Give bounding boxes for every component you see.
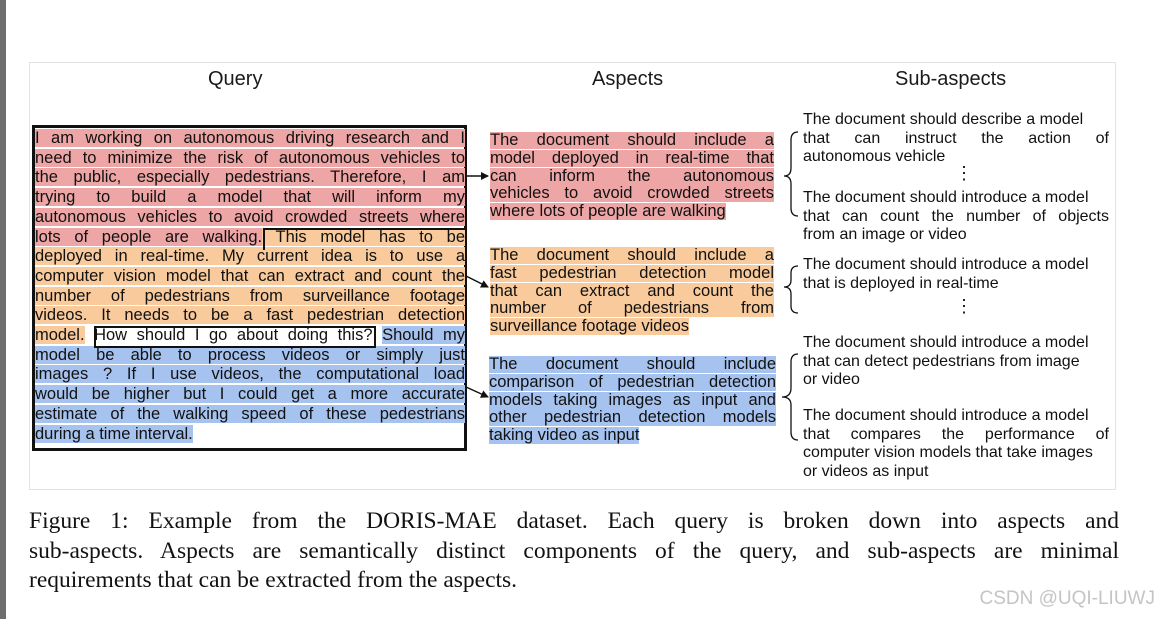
aspect-3-line: models taking images as input and — [489, 391, 776, 409]
sub-aspect-line: that compares the performance of — [803, 425, 1109, 443]
query-line — [35, 168, 465, 188]
query-line — [35, 129, 465, 149]
caption-line: requirements that can be extracted from the aspects. — [29, 567, 518, 593]
query-question-text: How should I go about doing this? — [84, 326, 383, 344]
query-segment-pink: trying to build a model that will inform my — [35, 188, 465, 207]
query-line — [35, 208, 465, 228]
query-line — [35, 267, 465, 287]
sub-aspect-line: or video — [803, 371, 860, 388]
sub-aspects-header: Sub-aspects — [895, 68, 1007, 90]
aspect-1 — [490, 132, 774, 221]
query-segment-blue: would be higher but I could get a more accurate — [35, 385, 465, 404]
query-segment-pink: the public, especially pedestrians. Therefore, I am — [35, 168, 465, 187]
aspect-2-line: number of pedestrians from — [490, 300, 774, 318]
sub-aspect-line: that can count the number of objects — [803, 207, 1109, 225]
aspect-1-line: where lots of people are walking — [490, 203, 726, 221]
sub-aspect-line: or videos as input — [803, 462, 929, 480]
aspect-2-line: fast pedestrian detection model — [490, 264, 774, 282]
sub-aspect-line: computer vision models that take images — [803, 444, 1093, 461]
query-line — [35, 405, 465, 425]
aspect-3 — [489, 356, 776, 445]
query-line — [35, 425, 465, 445]
aspect-3-line: taking video as input — [489, 427, 640, 445]
query-line — [35, 346, 465, 366]
aspects-header: Aspects — [592, 68, 664, 90]
aspect-3-line: other pedestrian detection models — [489, 409, 776, 427]
query-segment-pink: I am working on autonomous driving research and I — [35, 129, 465, 147]
query-line — [35, 247, 465, 267]
sub-aspect-line: autonomous vehicle — [803, 148, 946, 165]
query-segment-blue: Should my — [382, 326, 465, 344]
ellipsis-vertical-icon: ⋮ — [955, 163, 973, 183]
query-header: Query — [208, 68, 263, 90]
query-segment-orange: deployed in real-time. My current idea is to use a — [35, 247, 465, 266]
sub-aspect-3 — [803, 256, 1109, 293]
sub-aspect-line: The document should introduce a model — [803, 189, 1089, 206]
caption-line: sub-aspects. Aspects are semantically distinct components of the query, and sub-aspects are minimal — [29, 537, 1119, 564]
aspect-3-line: The document should include — [489, 356, 776, 373]
sub-aspect-line: The document should introduce a model — [803, 407, 1089, 424]
query-segment-orange: model. — [35, 326, 85, 344]
query-segment-orange: videos. It needs to be a fast pedestrian detection — [35, 306, 465, 325]
sub-aspect-2 — [803, 189, 1109, 245]
query-line — [35, 385, 465, 405]
figure-caption — [29, 507, 1119, 596]
aspect-2-line: that can extract and count the — [490, 282, 774, 300]
watermark: CSDN @UQI-LIUWJ — [979, 588, 1155, 609]
caption-line: Figure 1: Example from the DORIS-MAE dataset. Each query is broken down into aspects and — [29, 508, 1119, 534]
sub-aspect-line: The document should describe a model — [803, 111, 1084, 128]
query-segment-pink: lots of people are walking. — [35, 227, 263, 246]
query-segment-blue: images ? If I use videos, the computational load — [35, 365, 465, 384]
query-segment-orange: number of pedestrians from surveillance footage — [35, 286, 465, 305]
query-segment-blue: estimate of the walking speed of these pedestrians — [35, 404, 465, 423]
sub-aspect-line: The document should introduce a model — [803, 256, 1089, 273]
query-segment-orange: This model has to be — [262, 227, 465, 246]
sub-aspect-line: The document should introduce a model — [803, 334, 1089, 351]
query-line — [35, 365, 465, 385]
sub-aspect-line: that can instruct the action of — [803, 129, 1109, 147]
query-line — [35, 306, 465, 326]
sub-aspect-5 — [803, 407, 1109, 481]
query-line — [35, 287, 465, 307]
aspect-1-line: The document should include a — [490, 132, 774, 149]
query-segment-orange: computer vision model that can extract and count the — [35, 266, 465, 285]
sub-aspect-4 — [803, 334, 1109, 390]
query-segment-pink: autonomous vehicles to avoid crowded streets where — [35, 207, 465, 226]
query-line — [35, 326, 465, 346]
query-segment-pink: need to minimize the risk of autonomous vehicles to — [35, 148, 465, 167]
query-segment-blue: during a time interval. — [35, 424, 193, 443]
sub-aspect-1 — [803, 111, 1109, 167]
window-left-edge — [0, 0, 6, 619]
sub-aspect-line: that can detect pedestrians from image — [803, 352, 1080, 370]
aspect-3-line: comparison of pedestrian detection — [489, 373, 776, 391]
query-segment-blue: model be able to process videos or simply just — [35, 345, 465, 364]
aspect-2-line: The document should include a — [490, 247, 774, 264]
aspect-1-line: vehicles to avoid crowded streets — [490, 185, 774, 203]
aspect-2-line: surveillance footage videos — [490, 318, 690, 336]
aspect-2 — [490, 247, 774, 336]
query-line — [35, 188, 465, 208]
aspect-1-line: model deployed in real-time that — [490, 149, 774, 167]
ellipsis-vertical-icon: ⋮ — [955, 296, 973, 316]
sub-aspect-line: that is deployed in real-time — [803, 274, 999, 292]
sub-aspect-line: from an image or video — [803, 226, 967, 243]
query-line — [35, 149, 465, 169]
aspect-1-line: can inform the autonomous — [490, 167, 774, 185]
query-line — [35, 228, 465, 248]
